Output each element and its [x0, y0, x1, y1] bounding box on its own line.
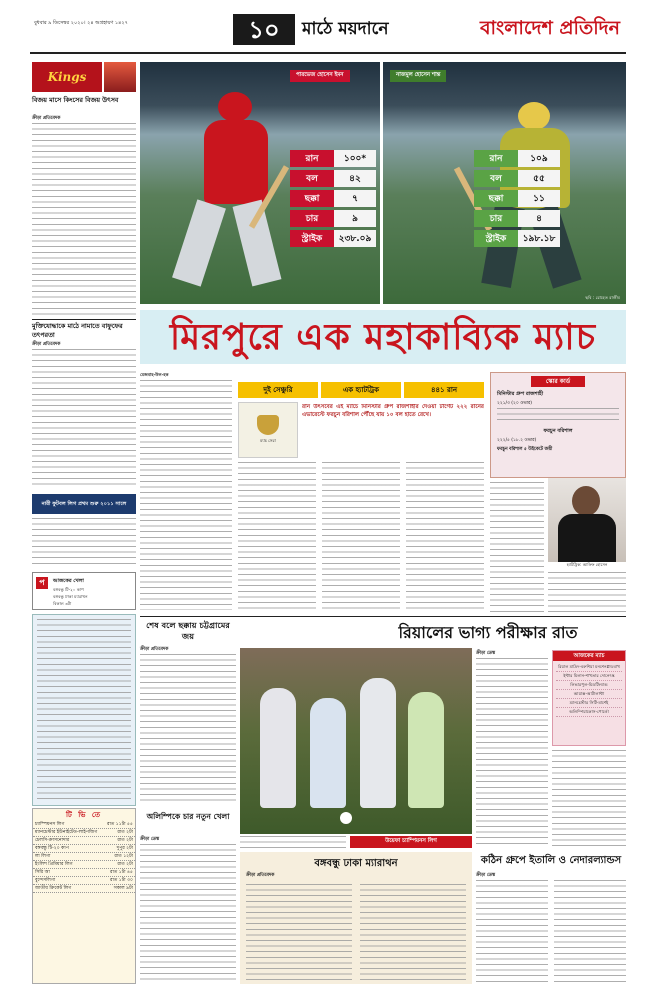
real-headline: রিয়ালের ভাগ্য পরীক্ষার রাত: [398, 623, 578, 642]
stat-right-label: ছক্কা: [474, 190, 518, 207]
stat-left-label: স্ট্রাইক: [290, 230, 334, 247]
tv-schedule-row: [33, 821, 135, 829]
sidebar-schedule: [32, 614, 136, 806]
todays-games-item: বিকাল ৩টা: [53, 601, 72, 606]
main-story-col4: [406, 462, 484, 612]
ctg-story-title: শেষ বলে ছক্কায় চট্টগ্রামের জয়: [146, 620, 230, 641]
tv-program-time: রাত ১১টা ৫৫: [107, 822, 133, 827]
pill-runs: ৪৪১ রান: [404, 382, 484, 398]
marathon-byline: ক্রীড়া প্রতিবেদক: [246, 873, 275, 878]
scorecard-team1-score: ২২১/৩ (২০ ওভার): [497, 401, 533, 406]
scorecard-team2-score: ২২২/৫ (১৮.২ ওভার): [497, 438, 537, 443]
tv-schedule-row: [33, 829, 135, 837]
stat-right-label: রান: [474, 150, 518, 167]
scorecard-box: [490, 372, 626, 478]
divider: [32, 319, 136, 320]
tv-program-name: বঙ্গবন্ধু টি-২০ কাপ: [35, 846, 69, 851]
tv-program-time: রাত ২টা: [117, 830, 133, 835]
italy-story-col2: [554, 880, 626, 982]
womens-league-title: নারী ফুটবল লিগ প্রথম শুরু ২০১১ সালে: [41, 500, 127, 507]
tv-box-title: টি ভি তে: [65, 811, 102, 819]
tv-program-time: দুপুর ২টা: [116, 846, 133, 851]
main-story-col2: [238, 462, 316, 612]
tv-program-name: ইংলিশ প্রিমিয়ার লিগ: [35, 862, 73, 867]
fixture-item: ম্যানচেস্টার সিটি-মার্শেই: [556, 699, 622, 708]
todays-games-item: বঙ্গবন্ধু ঢাকা ম্যারাথন: [53, 594, 88, 599]
stat-right-value: ৪: [518, 210, 560, 227]
section-divider: [140, 616, 626, 617]
stat-left-value: ২৩৮.০৯: [334, 230, 376, 247]
stat-right-row: [474, 170, 560, 187]
marathon-body-col2: [360, 884, 466, 980]
date-line: বুধবার ৯ ডিসেম্বর ২০২০। ২৪ অগ্রহায়ণ ১৪২৭: [34, 20, 128, 26]
pill-centuries: দুই সেঞ্চুরি: [238, 382, 318, 398]
afif-caption: হ্যাটট্রিক: আফিফ হোসেন: [566, 562, 608, 567]
afif-photo: [548, 478, 626, 562]
stat-right-label: বল: [474, 170, 518, 187]
scorecard-team2: ফরচুন বরিশাল: [543, 428, 573, 434]
todays-games-title: আজকের খেলা: [53, 578, 84, 584]
tv-program-time: রাত ১টা ৩০: [109, 878, 133, 883]
tv-program-name: ম্যানচেস্টার ইউনাইটেড-লাইপজিগ: [35, 830, 98, 835]
tv-program-name: জাতীয় ক্রিকেট লিগ: [35, 886, 72, 891]
stat-left-value: ১০০*: [334, 150, 376, 167]
kings-logo: [32, 62, 102, 92]
scorecard-team1-detail: [497, 408, 619, 424]
stat-left-value: ৯: [334, 210, 376, 227]
tv-program-name: বুন্দেসলিগা: [35, 878, 56, 883]
todays-games-box: [32, 572, 136, 610]
tv-program-name: সিরি আ: [35, 870, 51, 875]
bd-pratidin-mini-icon: প: [36, 577, 48, 589]
real-story-body-2: [552, 750, 626, 846]
masthead: [0, 0, 650, 60]
ctg-story-byline: ক্রীড়া প্রতিবেদক: [140, 647, 169, 652]
tv-schedule-row: [33, 853, 135, 861]
trophy-badge: ম্যাচ সেরা: [260, 438, 276, 443]
womens-league-body: [32, 518, 136, 568]
stat-right-value: ১০৯: [518, 150, 560, 167]
sidebar-schedule-body: [37, 619, 131, 801]
marathon-title: বঙ্গবন্ধু ঢাকা ম্যারাথন: [314, 858, 398, 869]
tv-program-name: চ্যাম্পিয়নস লিগ: [35, 822, 65, 827]
stats-right: [474, 150, 560, 250]
main-story-col5: [490, 482, 544, 612]
stats-left: [290, 150, 376, 250]
fixture-item: অলিম্পিয়াকোস-পোর্তো: [556, 708, 622, 717]
training-photo: [240, 648, 472, 834]
brand-logo: বাংলাদেশ প্রতিদিন: [479, 17, 620, 39]
ucl-banner-label: উয়েফা চ্যাম্পিয়নস লিগ: [385, 838, 437, 844]
olympic-story-byline: ক্রীড়া ডেস্ক: [140, 837, 160, 842]
player-right-name: নাজমুল হোসেন শান্ত: [390, 70, 446, 82]
stat-right-label: স্ট্রাইক: [474, 230, 518, 247]
stat-right-row: [474, 210, 560, 227]
main-story-byline: মেজবাহ-উল-হক: [140, 372, 169, 377]
stat-right-label: চার: [474, 210, 518, 227]
fixture-item: আয়াক্স-আটালান্টা: [556, 690, 622, 699]
ucl-photo-left-body: [240, 836, 346, 848]
tv-box: [32, 808, 136, 984]
stat-left-row: [290, 230, 376, 247]
cricket-photo: [140, 62, 626, 304]
todays-games-item: বঙ্গবন্ধু টি-২০ কাপ: [53, 587, 84, 592]
trophy-icon: [257, 415, 279, 435]
italy-story-byline: ক্রীড়া ডেস্ক: [476, 873, 496, 878]
stat-left-row: [290, 170, 376, 187]
story-freedom-fighter-title: মুক্তিযোদ্ধাকে মাঠে নামাতে বাফুফের তৎপরতা: [32, 322, 123, 339]
fixture-item: লিভারপুল-মিডটিল্যান্ড: [556, 681, 622, 690]
stat-right-row: [474, 150, 560, 167]
photo-split: [380, 62, 383, 304]
main-headline: মিরপুরে এক মহাকাব্যিক ম্যাচ: [169, 316, 597, 358]
tv-schedule-row: [33, 837, 135, 845]
fixture-item: রিয়াল মাদ্রিদ-বরুশিয়া মনশেনগ্লাডবাখ: [556, 663, 622, 672]
tv-program-time: রাত ২টা: [117, 862, 133, 867]
stat-left-row: [290, 150, 376, 167]
main-headline-bar: [140, 310, 626, 364]
marathon-box: [240, 852, 472, 984]
tv-program-time: রাত ১২টা: [114, 854, 133, 859]
olympic-story-body: [140, 844, 236, 980]
stat-left-label: বল: [290, 170, 334, 187]
player-left-name: পারভেজ হোসেন ইমন: [290, 70, 350, 82]
main-story-col3: [322, 462, 400, 612]
ucl-banner: [350, 836, 472, 848]
tv-program-time: রাত ২টা: [117, 838, 133, 843]
tv-schedule-row: [33, 869, 135, 877]
tv-schedule-row: [33, 861, 135, 869]
stat-right-value: ৫৫: [518, 170, 560, 187]
stat-right-value: ১১: [518, 190, 560, 207]
photo-credit: ছবি : রোহেত রাজীব: [585, 295, 620, 300]
tv-program-time: সকাল ৯টা: [113, 886, 133, 891]
player-left-image: [170, 92, 300, 292]
stat-left-label: ছক্কা: [290, 190, 334, 207]
main-story-intro: রান উৎসবের এই ম্যাচে মিনিস্টার গ্রুপ রাজশাহীর দেওয়া টার্গেট ২২২ রানের এভারেস্টে ফরচুন বরিশাল পৌঁছে যায় ১০ বল হাতে রেখে।: [302, 404, 484, 418]
italy-story-title: কঠিন গ্রুপে ইতালি ও নেদারল্যান্ডস: [480, 855, 622, 866]
ctg-story-body: [140, 654, 236, 804]
tv-program-name: লা লিগা: [35, 854, 51, 859]
section-title: মাঠে ময়দানে: [302, 19, 389, 39]
story-kings-byline: ক্রীড়া প্রতিবেদক: [32, 116, 61, 121]
real-story-body: [476, 658, 548, 846]
fixture-item: ইন্টার মিলান-শাখতার দোনেৎস্ক: [556, 672, 622, 681]
main-story-pills: [238, 382, 484, 398]
olympic-story-title: অলিম্পিকে চার নতুন খেলা: [146, 812, 230, 821]
story-kings-body: [32, 123, 136, 316]
tv-schedule-row: [33, 877, 135, 885]
stat-left-value: ৪২: [334, 170, 376, 187]
kings-logo-text: Kings: [47, 70, 87, 84]
trophy-image: [238, 402, 298, 458]
story-freedom-fighter-body: [32, 349, 136, 489]
tv-schedule-row: [33, 885, 135, 893]
fixtures-box: [552, 650, 626, 746]
scorecard-title: স্কোর কার্ড: [531, 376, 585, 387]
stat-left-row: [290, 190, 376, 207]
tv-program-time: রাত ১টা ৪৫: [109, 870, 133, 875]
marathon-body-col1: [246, 884, 352, 980]
stat-left-label: চার: [290, 210, 334, 227]
stat-left-label: রান: [290, 150, 334, 167]
pill-hattrick: এক হ্যাটট্রিক: [321, 382, 401, 398]
stat-right-row: [474, 190, 560, 207]
scorecard-result: ফরচুন বরিশাল ৫ উইকেটে জয়ী: [497, 447, 553, 452]
stat-left-value: ৭: [334, 190, 376, 207]
kings-tower-image: [104, 62, 136, 92]
page-number: ১০: [233, 14, 295, 45]
stat-right-value: ১৯৮.১৮: [518, 230, 560, 247]
scorecard-team1: মিনিস্টার গ্রুপ রাজশাহী: [497, 391, 544, 397]
italy-story-col1: [476, 880, 548, 982]
main-story-col1: [140, 372, 232, 612]
masthead-rule: [30, 52, 626, 54]
main-story-col6: [548, 572, 626, 612]
real-byline: ক্রীড়া ডেস্ক: [476, 651, 496, 656]
stat-right-row: [474, 230, 560, 247]
story-freedom-fighter-byline: ক্রীড়া প্রতিবেদক: [32, 342, 61, 347]
tv-program-name: চেলসি-ক্রাসনোদার: [35, 838, 70, 843]
stat-left-row: [290, 210, 376, 227]
story-kings-title: বিজয় মাসে কিংসের বিজয় উৎসব: [32, 96, 119, 104]
womens-league-box: [32, 494, 136, 514]
tv-schedule-row: [33, 845, 135, 853]
fixtures-title: আজকের ম্যাচ: [553, 651, 625, 661]
